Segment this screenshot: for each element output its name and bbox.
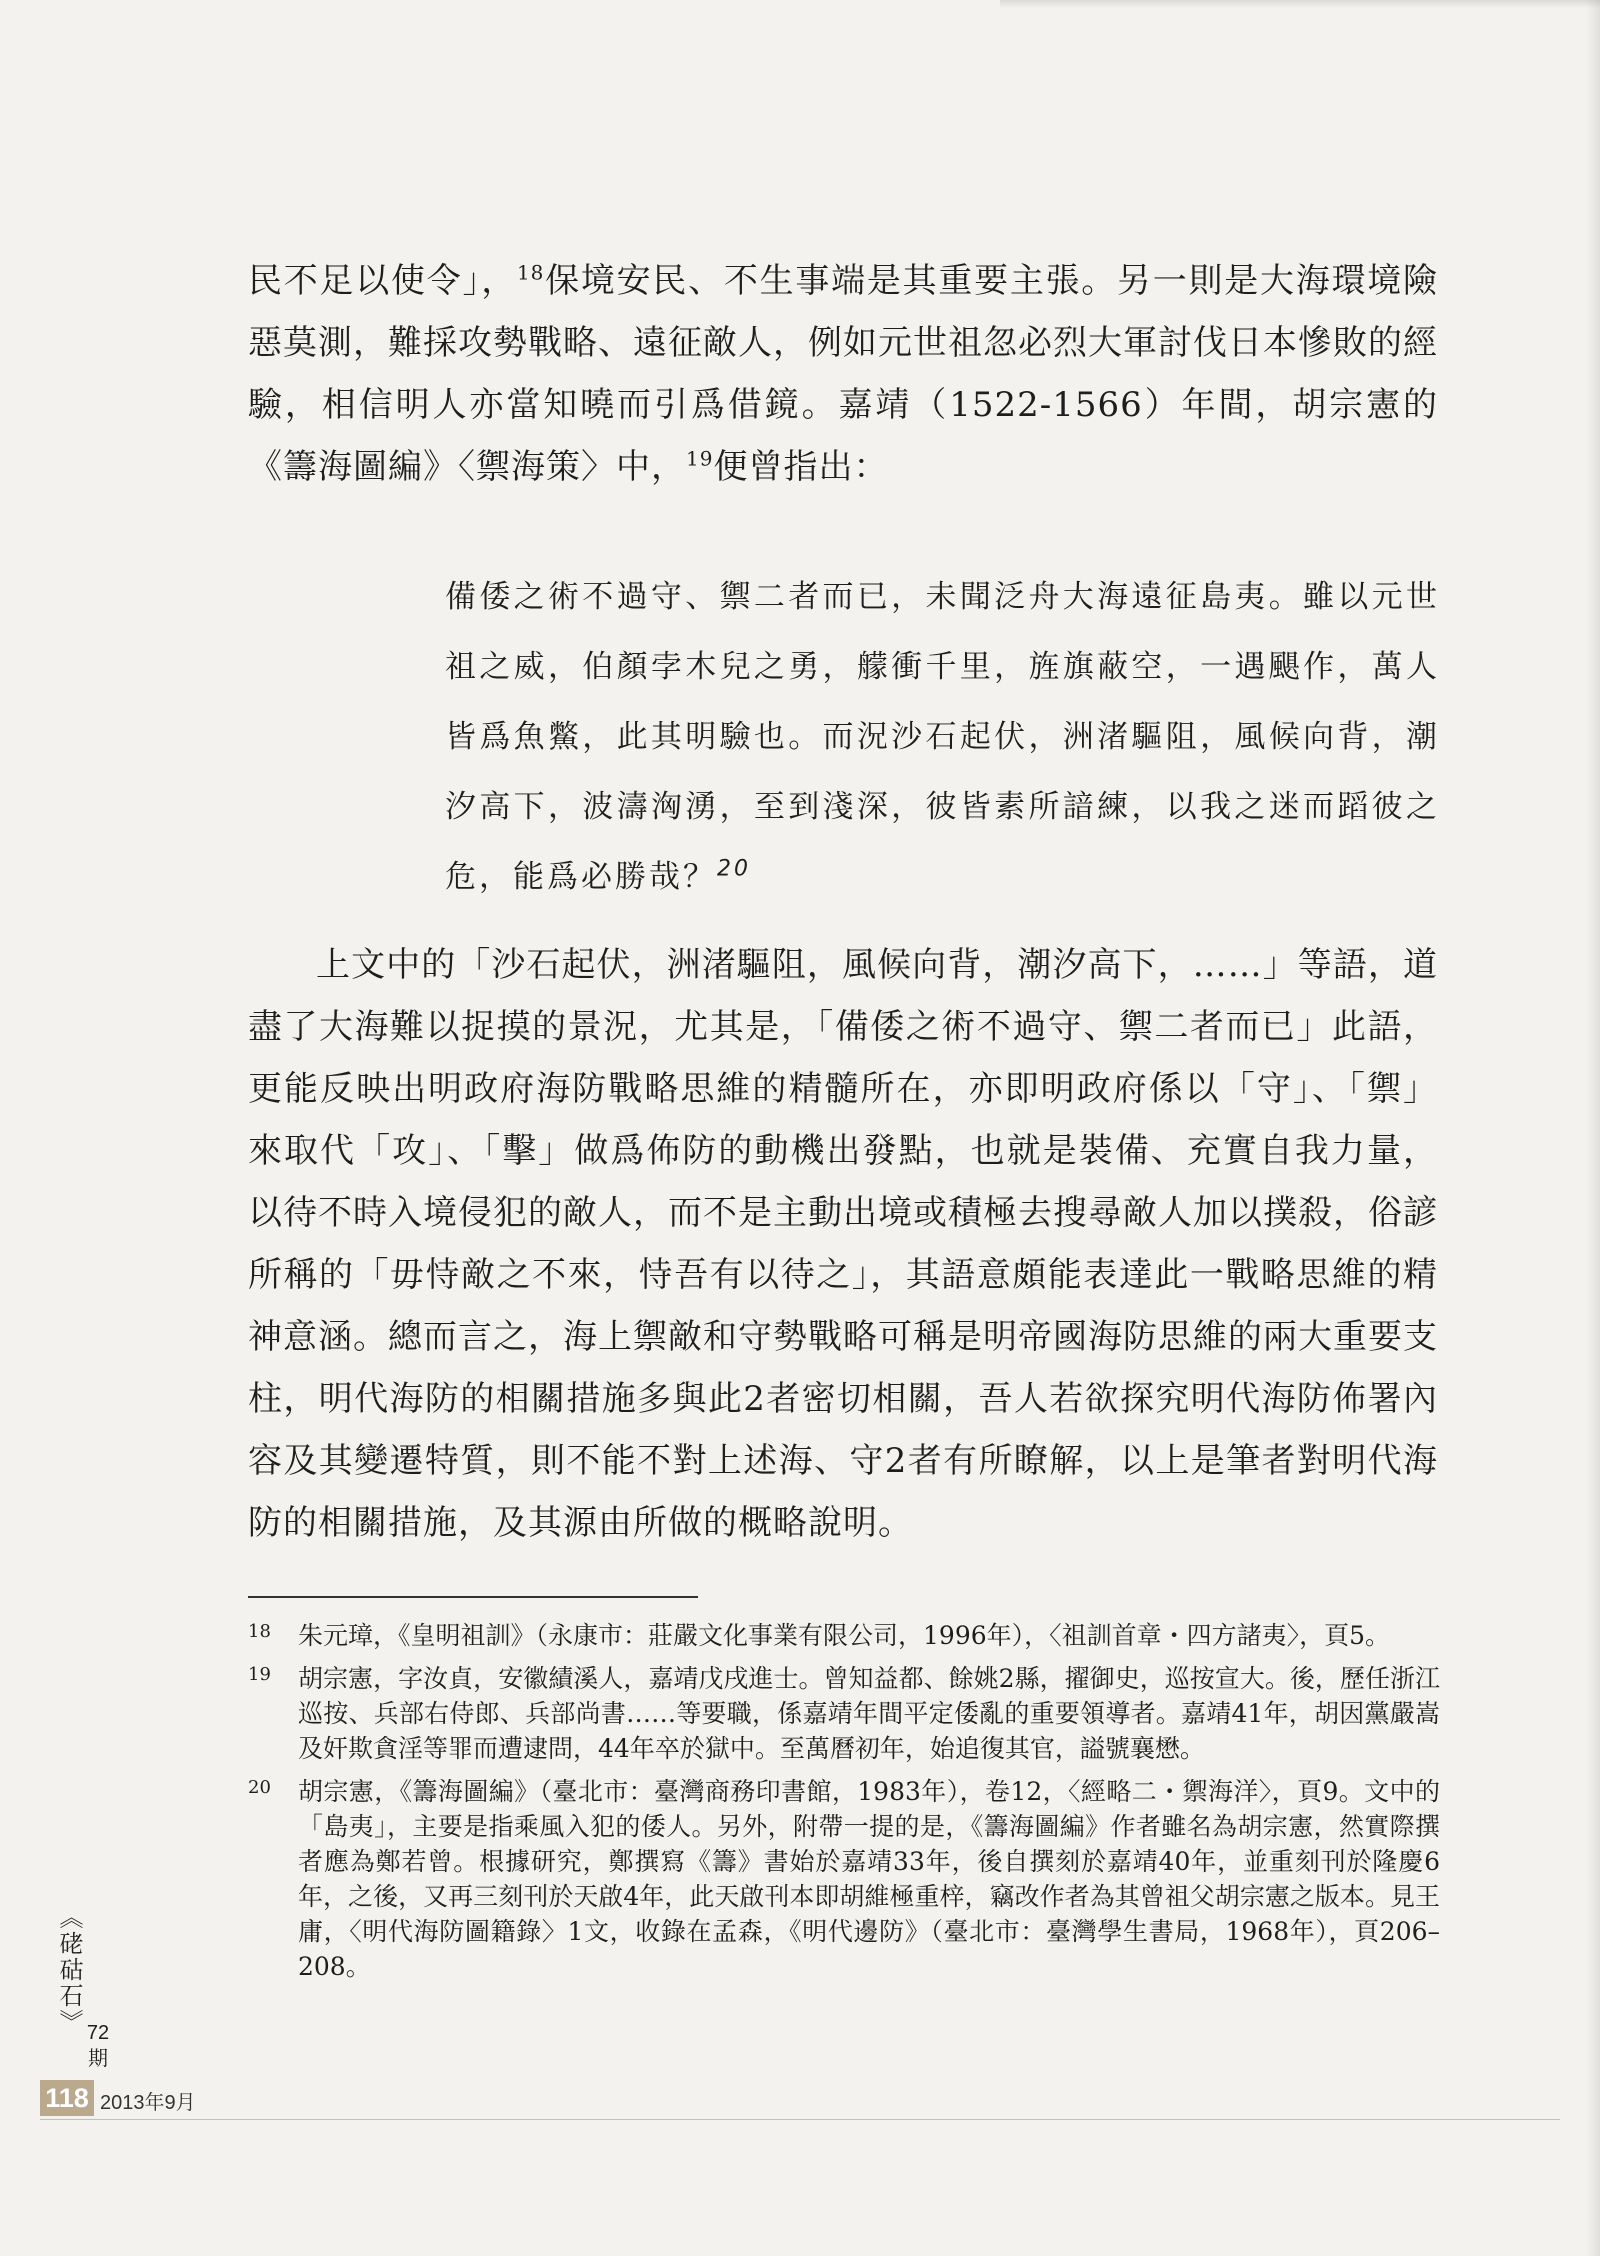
issue-number: 72 [86,2022,110,2044]
footnote-divider [248,1596,698,1598]
footer-rule [40,2119,1560,2120]
footnote-text: 朱元璋，《皇明祖訓》（永康市：莊嚴文化事業有限公司，1996年），〈祖訓首章・四方諸夷〉，頁5。 [298,1621,1391,1650]
footnote-number: 18 [248,1621,271,1642]
page-edge-shadow [1586,0,1600,2256]
p1-text-b: 保境安民、不生事端是其重要主張。另一則是大海環境險惡莫測，難採攻勢戰略、遠征敵人，例如元世祖忽必烈大軍討伐日本慘敗的經驗，相信明人亦當知曉而引爲借鏡。嘉靖（1522-1566）年間，胡宗憲的《籌海圖編》〈禦海策〉中， [248,261,1439,487]
footnotes [248,1618,1440,1992]
footnote-ref-18[interactable]: 18 [516,260,545,285]
journal-title: 《硓𥑮石》 [55,1905,83,2035]
issue-label: 期 [88,2048,108,2070]
footnote-20 [248,1774,1440,1984]
block-quote [445,562,1440,912]
footnote-ref-20[interactable]: 20 [717,856,751,882]
body-paragraph-1 [248,250,1438,498]
footnote-text: 胡宗憲，字汝貞，安徽績溪人，嘉靖戊戌進士。曾知益都、餘姚2縣，擢御史，巡按宣大。後，歷任浙江巡按、兵部右侍郎、兵部尚書……等要職，係嘉靖年間平定倭亂的重要領導者。嘉靖41年，胡因黨嚴嵩及奸欺貪淫等罪而遭逮問，44年卒於獄中。至萬曆初年，始追復其官，謚號襄懋。 [298,1664,1440,1763]
page-top-edge [1000,0,1600,8]
p1-text-c: 便曾指出： [713,447,889,487]
footnote-19 [248,1661,1440,1766]
footnote-number: 19 [248,1664,271,1685]
quote-text: 備倭之術不過守、禦二者而已，未聞泛舟大海遠征島夷。雖以元世祖之威，伯顏孛木兒之勇，艨衝千里，旌旗蔽空，一遇颶作，萬人皆爲魚鱉，此其明驗也。而況沙石起伏，洲渚驅阻，風候向背，潮汐高下，波濤洶湧，至到淺深，彼皆素所諳練，以我之迷而蹈彼之危，能爲必勝哉？ [445,579,1440,895]
page-number: 118 [40,2080,94,2116]
journal-issue [78,2020,118,2072]
issue-date: 2013年9月 [100,2092,196,2114]
footnote-18 [248,1618,1440,1653]
p1-text-a: 民不足以使令」， [248,261,517,301]
footnote-ref-19[interactable]: 19 [686,446,714,471]
body-paragraph-2: 上文中的「沙石起伏，洲渚驅阻，風候向背，潮汐高下，……」等語，道盡了大海難以捉摸的景況，尤其是，「備倭之術不過守、禦二者而已」此語，更能反映出明政府海防戰略思維的精髓所在，亦即明政府係以「守」、「禦」來取代「攻」、「擊」做爲佈防的動機出發點，也就是裝備、充實自我力量，以待不時入境侵犯的敵人，而不是主動出境或積極去搜尋敵人加以撲殺，俗諺所稱的「毋恃敵之不來，恃吾有以待之」，其語意頗能表達此一戰略思維的精神意涵。總而言之，海上禦敵和守勢戰略可稱是明帝國海防思維的兩大重要支柱，明代海防的相關措施多與此2者密切相關，吾人若欲探究明代海防佈署內容及其變遷特質，則不能不對上述海、守2者有所瞭解，以上是筆者對明代海防的相關措施，及其源由所做的概略說明。 [248,945,1438,1543]
footnote-number: 20 [248,1777,271,1798]
footnote-text: 胡宗憲，《籌海圖編》（臺北市：臺灣商務印書館，1983年），卷12，〈經略二・禦海洋〉，頁9。文中的「島夷」，主要是指乘風入犯的倭人。另外，附帶一提的是，《籌海圖編》作者雖名為胡宗憲，然實際撰者應為鄭若曾。根據研究，鄭撰寫《籌》書始於嘉靖33年，後自撰刻於嘉靖40年，並重刻刊於隆慶6年，之後，又再三刻刊於天啟4年，此天啟刊本即胡維極重梓，竊改作者為其曾祖父胡宗憲之版本。見王庸，〈明代海防圖籍錄〉1文，收錄在孟森，《明代邊防》（臺北市：臺灣學生書局，1968年），頁206–208。 [298,1777,1440,1981]
